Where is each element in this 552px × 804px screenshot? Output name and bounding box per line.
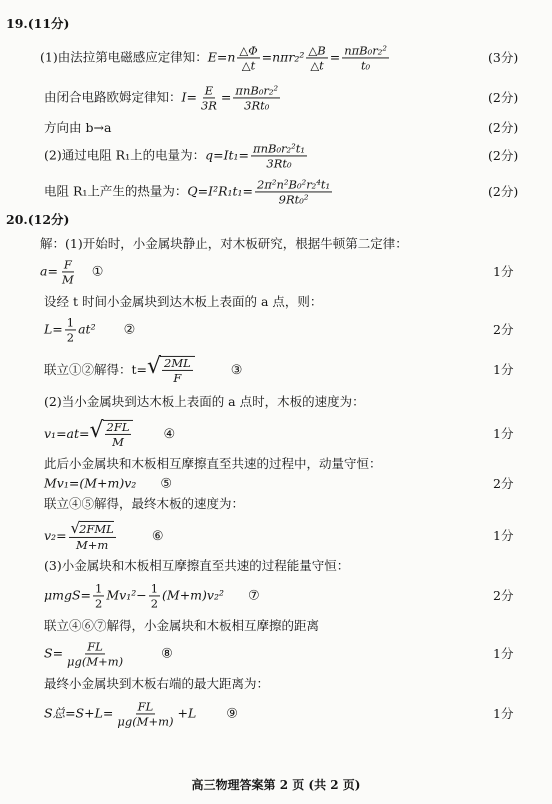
q19-l5-eq: Q=I²R₁t₁= [187,183,254,199]
q20-s8-text: 此后小金属块和木板相互摩擦直至共速的过程中，动量守恒： [44,455,382,471]
q20-s13-tail: (M+m)v₂² [162,587,224,603]
q20-s15-frac: $\frac{FL}{\mu g(M+m)}$ [67,639,124,669]
q20-s6-text: (2)当小金属块到达木板上表面的 a 点时，木板的速度为： [44,393,365,409]
q20-s11-eq: v₂= [44,527,67,543]
q20-s13-score: 2分 [493,587,514,603]
q20-s10-text: 联立④⑤解得，最终木板的速度为： [44,495,245,511]
q20-s4-score: 2分 [493,321,514,337]
q19-l5-frac1: $\frac{\text{2π²n²B₀²r₂⁴t₁}}{\text{9Rt₀²}}$ [257,177,331,207]
q19-line-1 [0,38,552,78]
q20-s17-frac: $\frac{FL}{\mu g(M+m)}$ [117,699,174,729]
q20-s11-mark: ⑥ [151,528,164,544]
q19-l2-frac1: $\frac{E}{3R}$ [200,83,217,113]
q20-s17-tail: +L [177,705,197,721]
q20-s7-sqrt: √ $\frac{2FL}{M}$ [90,420,134,448]
q19-header: 19.(11分) [6,15,70,31]
q19-l1-frac2: $\frac{\triangle B}{\triangle t}$ [308,43,326,73]
q19-l2-text: 由闭合电路欧姆定律知： [44,89,182,105]
q20-s13-frac2: $\frac{1}{2}$ [150,581,159,611]
q20-s1-text: 解：(1)开始时，小金属块静止，对木板研究，根据牛顿第二定律： [40,235,408,251]
q20-s4-eq: L= [44,321,63,337]
q19-l2-eq2: = [220,89,232,105]
q20-s4-frac: $\frac{1}{2}$ [66,315,75,345]
q20-s15-score: 1分 [493,645,514,661]
q19-line-4 [0,136,552,176]
q20-s11-frac: √ 2FML M+m [70,518,114,552]
q20-s13-eq: μmgS= [44,587,92,603]
q19-l4-frac1: $\frac{\text{πnB₀r₂²t₁}}{\text{3Rt₀}}$ [253,141,306,171]
q20-s17-mark: ⑨ [226,706,238,722]
q20-s7-score: 1分 [493,425,514,441]
q19-l1-eq: E=n [207,49,236,65]
q20-line-4 [0,310,552,350]
q19-l4-text: (2)通过电阻 R₁上的电量为： [44,147,206,163]
q20-s5-sqrt: √ $\frac{2ML}{F}$ [147,356,195,384]
q20-s2-mark: ① [91,264,104,280]
q20-s12-text: (3)小金属块和木板相互摩擦直至共速的过程能量守恒： [44,557,350,573]
q20-s5-mark: ③ [230,362,243,378]
q19-l1-mid: =nπr₂² [261,49,305,65]
q20-s9-eq: Mv₁=(M+m)v₂ [44,475,137,491]
q20-s17-eq: S总=S+L= [44,705,114,721]
q20-s13-mid: Mv₁²− [106,587,147,603]
q20-s14-text: 联立④⑥⑦解得，小金属块和木板相互摩擦的距离 [44,617,320,633]
q20-s4-tail: at² [78,321,96,337]
q20-s15-eq: S= [44,645,64,661]
q20-line-17 [0,694,552,734]
q19-l5-score: (2分) [488,183,519,199]
q20-s7-eq: v₁=at= [44,425,90,441]
q19-l1-text: (1)由法拉第电磁感应定律知： [40,49,208,65]
q20-s2-eq: a= [40,263,58,279]
q19-l3-score: (2分) [488,119,519,135]
q19-l5-text: 电阻 R₁上产生的热量为： [44,183,188,199]
q20-s5-text: 联立①②解得：t= [44,361,147,377]
q20-s15-mark: ⑧ [161,646,173,662]
q19-l1-frac3: $\frac{\text{nπB₀r₂²}}{\text{t₀}}$ [344,43,387,73]
q20-s9-mark: ⑤ [160,476,172,492]
q20-s16-text: 最终小金属块到木板右端的最大距离为： [44,675,270,691]
q19-l2-score: (2分) [488,89,519,105]
q20-header: 20.(12分) [6,211,70,227]
q20-s17-score: 1分 [493,705,514,721]
q20-s13-frac1: $\frac{1}{2}$ [95,581,103,611]
q19-l1-frac1: $\frac{\triangle\Phi}{\triangle t}$ [239,43,258,73]
q19-l2-eq: I= [181,89,197,105]
q20-s5-score: 1分 [493,361,514,377]
q19-l4-score: (2分) [488,147,519,163]
q20-s13-mark: ⑦ [248,588,260,604]
q20-s7-mark: ④ [163,426,176,442]
q20-s9-score: 2分 [493,475,514,491]
q19-l3-text: 方向由 b→a [44,119,112,135]
q20-s4-mark: ② [123,322,136,338]
q20-s11-score: 1分 [493,527,514,543]
page-footer: 高三物理答案第 2 页 (共 2 页) [191,778,361,792]
q19-l1-score: (3分) [488,49,519,65]
q19-l2-frac2: $\frac{\text{πnB₀r₂²}}{\text{3Rt₀}}$ [235,83,279,113]
q19-l1-eq2: = [329,49,341,65]
q20-s3-text: 设经 t 时间小金属块到达木板上表面的 a 点，则： [44,293,323,309]
q20-s2-frac: $\frac{F}{M}$ [61,257,74,287]
q20-s2-score: 1分 [493,263,514,279]
q19-l4-eq: q=It₁= [205,147,250,163]
